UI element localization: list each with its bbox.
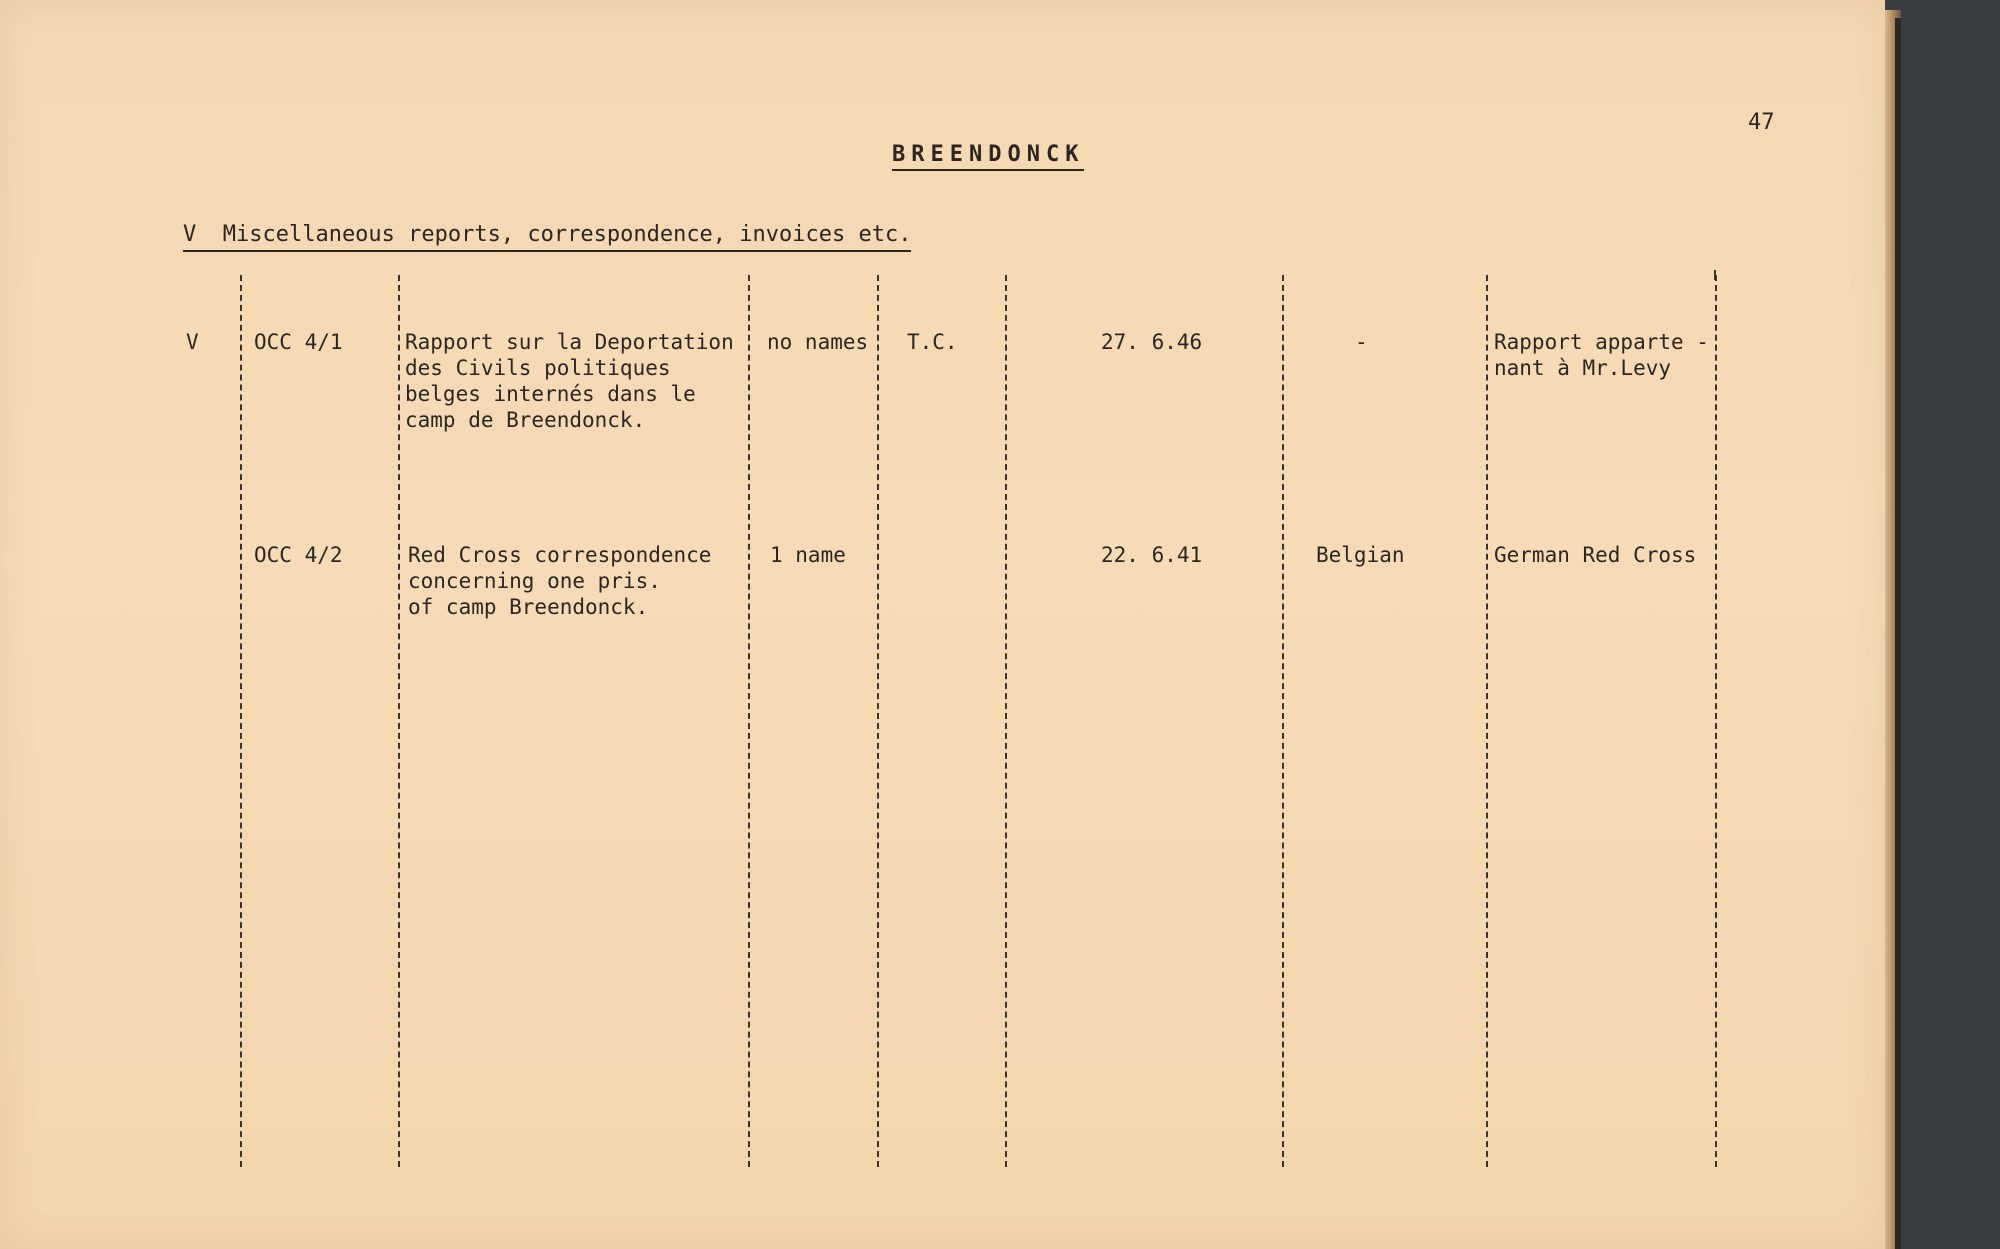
column-rule <box>877 275 879 1167</box>
section-heading: V Miscellaneous reports, correspondence, invoices etc. <box>183 222 911 252</box>
row-nationality: Belgian <box>1316 543 1405 567</box>
row-type: T.C. <box>907 330 958 354</box>
row-remarks: Rapport apparte - nant à Mr.Levy <box>1494 330 1709 380</box>
row-names: no names <box>767 330 869 354</box>
column-rule <box>1005 275 1007 1167</box>
row-reference: OCC 4/1 <box>254 330 343 354</box>
column-rule <box>240 275 242 1167</box>
row-names: 1 name <box>770 543 846 567</box>
binding-shadow <box>1895 18 1901 1249</box>
row-description: Rapport sur la Deportation des Civils politiques belges internés dans le camp de Breendonck. <box>405 330 734 432</box>
row-remarks: German Red Cross <box>1494 543 1697 567</box>
row-reference: OCC 4/2 <box>254 543 343 567</box>
column-rule <box>1486 275 1488 1167</box>
column-rule <box>748 275 750 1167</box>
row-section: V <box>186 330 199 354</box>
document-title: BREENDONCK <box>892 142 1084 171</box>
row-description: Red Cross correspondence concerning one pris. of camp Breendonck. <box>408 543 712 619</box>
column-rule <box>398 275 400 1167</box>
page-number: 47 <box>1748 110 1775 135</box>
row-date: 27. 6.46 <box>1101 330 1203 354</box>
column-rule <box>1282 275 1284 1167</box>
column-rule-tick <box>1714 270 1716 280</box>
row-nationality: - <box>1355 330 1368 354</box>
column-rule <box>1715 275 1717 1167</box>
row-date: 22. 6.41 <box>1101 543 1203 567</box>
